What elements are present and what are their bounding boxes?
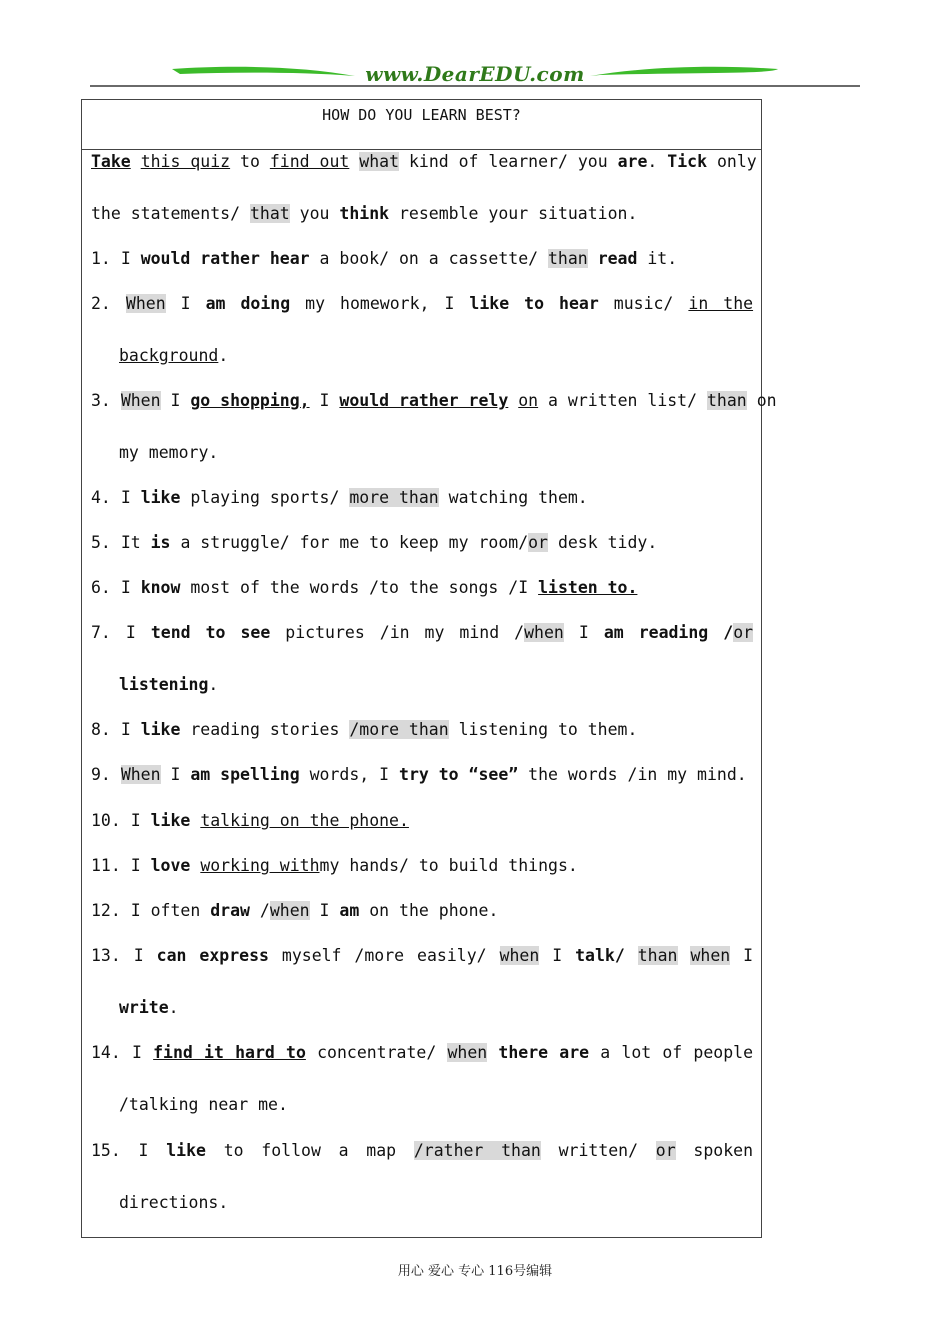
text-span: kind of learner/ you	[408, 152, 608, 171]
text-span: a lot of people	[600, 1043, 754, 1062]
text-span: It	[120, 533, 141, 552]
text-span: am doing	[205, 294, 291, 313]
text-span: would rather hear	[140, 249, 310, 268]
text-span: only	[716, 152, 757, 171]
text-span: I	[130, 856, 141, 875]
text-span: .	[647, 152, 658, 171]
text-span: like	[140, 488, 181, 507]
quiz-item-12	[91, 901, 498, 920]
text-span: listening to them.	[458, 720, 638, 739]
text-span: like	[166, 1141, 206, 1160]
text-span: written/	[558, 1141, 639, 1160]
text-span: when	[690, 946, 731, 965]
text-span: than	[548, 249, 588, 268]
text-span: desk tidy.	[557, 533, 658, 552]
quiz-item-3	[91, 391, 777, 410]
item-number: 12.	[91, 901, 121, 920]
quiz-box	[81, 99, 762, 1238]
text-span: on	[756, 391, 777, 410]
text-span: I	[743, 946, 754, 965]
quiz-item-9	[91, 765, 747, 784]
item-number: 8.	[91, 720, 111, 739]
text-span: I	[132, 1043, 142, 1062]
text-span: I	[120, 720, 131, 739]
text-span: .	[208, 675, 219, 694]
item-number: 9.	[91, 765, 111, 784]
text-span: more than	[349, 488, 439, 507]
text-span: on	[518, 391, 539, 410]
site-logo: www.DearEDU.com	[365, 62, 585, 86]
text-span: find it hard to	[153, 1043, 306, 1062]
text-span: it.	[647, 249, 678, 268]
text-span: listen to.	[538, 578, 638, 597]
text-span: working with	[200, 856, 320, 875]
text-span: am reading	[603, 623, 709, 642]
text-span: are	[617, 152, 648, 171]
text-span: .	[168, 998, 179, 1017]
quiz-item-13	[91, 946, 753, 965]
text-span: read	[597, 249, 638, 268]
text-span: would rather rely	[339, 391, 509, 410]
intro-line-1	[91, 152, 757, 171]
quiz-item-5	[91, 533, 657, 552]
text-span: I	[170, 391, 181, 410]
text-span: talking on the phone.	[200, 811, 409, 830]
text-span: /talking near me.	[119, 1095, 288, 1114]
quiz-item-8	[91, 720, 637, 739]
text-span: the words /in my mind.	[528, 765, 747, 784]
text-span: talk/	[575, 946, 625, 965]
text-span: am	[339, 901, 360, 920]
text-span: Tick	[667, 152, 708, 171]
text-span: like	[140, 720, 181, 739]
text-span: in the	[688, 294, 754, 313]
quiz-item-11	[91, 856, 578, 875]
quiz-item-15-cont	[119, 1193, 228, 1212]
text-span: is	[150, 533, 171, 552]
text-span: like to hear	[469, 294, 599, 313]
text-span: myself /more easily/	[281, 946, 487, 965]
text-span: love	[150, 856, 191, 875]
text-span: When	[120, 765, 161, 784]
quiz-item-14	[91, 1043, 753, 1062]
text-span: I	[578, 623, 589, 642]
quiz-item-1	[91, 249, 677, 268]
text-span: I	[125, 623, 136, 642]
text-span: or	[655, 1141, 676, 1160]
text-span: draw	[210, 901, 250, 920]
quiz-item-2-cont	[119, 346, 228, 365]
page-footer: 用心 爱心 专心 116号编辑	[397, 1264, 553, 1279]
text-span: a book/ on a cassette/	[319, 249, 539, 268]
text-span: most of the words /to the songs /I	[190, 578, 529, 597]
item-number: 5.	[91, 533, 111, 552]
text-span: go shopping,	[190, 391, 310, 410]
text-span: I	[319, 391, 330, 410]
text-span: a written list/	[548, 391, 698, 410]
quiz-item-13-cont	[119, 998, 179, 1017]
text-span: what	[359, 152, 400, 171]
item-number: 15.	[91, 1141, 121, 1160]
text-span: find out	[269, 152, 350, 171]
item-number: 11.	[91, 856, 121, 875]
text-span: to	[240, 152, 260, 171]
text-span: on the phone.	[369, 901, 499, 920]
text-span: directions.	[119, 1193, 229, 1212]
text-span: watching them.	[448, 488, 588, 507]
text-span: there are	[498, 1043, 590, 1062]
item-number: 2.	[91, 294, 111, 313]
text-span: I	[133, 946, 144, 965]
quiz-item-6	[91, 578, 637, 597]
text-span: words, I	[309, 765, 390, 784]
text-span: I	[120, 578, 131, 597]
text-span: when	[269, 901, 310, 920]
site-header	[0, 60, 950, 90]
text-span: when	[447, 1043, 488, 1062]
text-span: this quiz	[140, 152, 231, 171]
quiz-item-3-cont	[119, 443, 218, 462]
text-span: my homework, I	[305, 294, 455, 313]
text-span: I	[319, 901, 330, 920]
text-span: a struggle/ for me to keep my room/	[180, 533, 529, 552]
text-span: “see”	[468, 765, 519, 784]
item-number: 7.	[91, 623, 111, 642]
text-span: I	[120, 249, 131, 268]
text-span: resemble your situation.	[399, 204, 638, 223]
text-span: listening	[119, 675, 209, 694]
text-span: my hands/ to build things.	[319, 856, 578, 875]
text-span: background	[119, 346, 219, 365]
text-span: try to	[399, 765, 459, 784]
text-span: .	[218, 346, 229, 365]
quiz-item-4	[91, 488, 588, 507]
quiz-item-14-cont	[119, 1095, 288, 1114]
text-span: than	[637, 946, 678, 965]
text-span: I	[170, 765, 181, 784]
quiz-item-2	[91, 294, 753, 313]
text-span: that	[249, 204, 290, 223]
text-span: I	[552, 946, 563, 965]
text-span: /rather than	[413, 1141, 541, 1160]
text-span: pictures /in my mind /	[285, 623, 525, 642]
text-span: When	[120, 391, 161, 410]
text-span: When	[125, 294, 166, 313]
item-number: 14.	[91, 1043, 121, 1062]
intro-line-2	[91, 204, 637, 223]
item-number: 1.	[91, 249, 111, 268]
item-number: 13.	[91, 946, 121, 965]
text-span: reading stories	[190, 720, 340, 739]
quiz-item-7	[91, 623, 753, 642]
text-span: /	[723, 623, 734, 642]
text-span: playing sports/	[190, 488, 340, 507]
quiz-item-15	[91, 1141, 753, 1160]
text-span: think	[339, 204, 390, 223]
item-number: 3.	[91, 391, 111, 410]
text-span: the statements/	[91, 204, 241, 223]
text-span: when	[524, 623, 564, 642]
text-span: music/	[613, 294, 674, 313]
item-number: 6.	[91, 578, 111, 597]
quiz-title: HOW DO YOU LEARN BEST?	[82, 100, 761, 150]
text-span: write	[119, 998, 169, 1017]
text-span: or	[528, 533, 548, 552]
quiz-item-10	[91, 811, 409, 830]
text-span: Take	[91, 152, 131, 171]
text-span: I often	[130, 901, 201, 920]
text-span: when	[499, 946, 540, 965]
text-span: I	[120, 488, 131, 507]
text-span: I	[130, 811, 141, 830]
text-span: know	[140, 578, 181, 597]
text-span: /	[259, 901, 270, 920]
text-span: you	[299, 204, 330, 223]
text-span: tend to see	[150, 623, 271, 642]
text-span: than	[707, 391, 747, 410]
text-span: to follow a map	[223, 1141, 397, 1160]
text-span: like	[150, 811, 191, 830]
text-span: spoken	[693, 1141, 754, 1160]
text-span: I	[180, 294, 191, 313]
text-span: /more than	[349, 720, 449, 739]
text-span: can express	[156, 946, 269, 965]
text-span: or	[733, 623, 754, 642]
text-span: concentrate/	[317, 1043, 437, 1062]
item-number: 10.	[91, 811, 121, 830]
text-span: my memory.	[119, 443, 219, 462]
text-span: I	[138, 1141, 149, 1160]
text-span: am spelling	[190, 765, 300, 784]
quiz-item-7-cont	[119, 675, 218, 694]
item-number: 4.	[91, 488, 111, 507]
